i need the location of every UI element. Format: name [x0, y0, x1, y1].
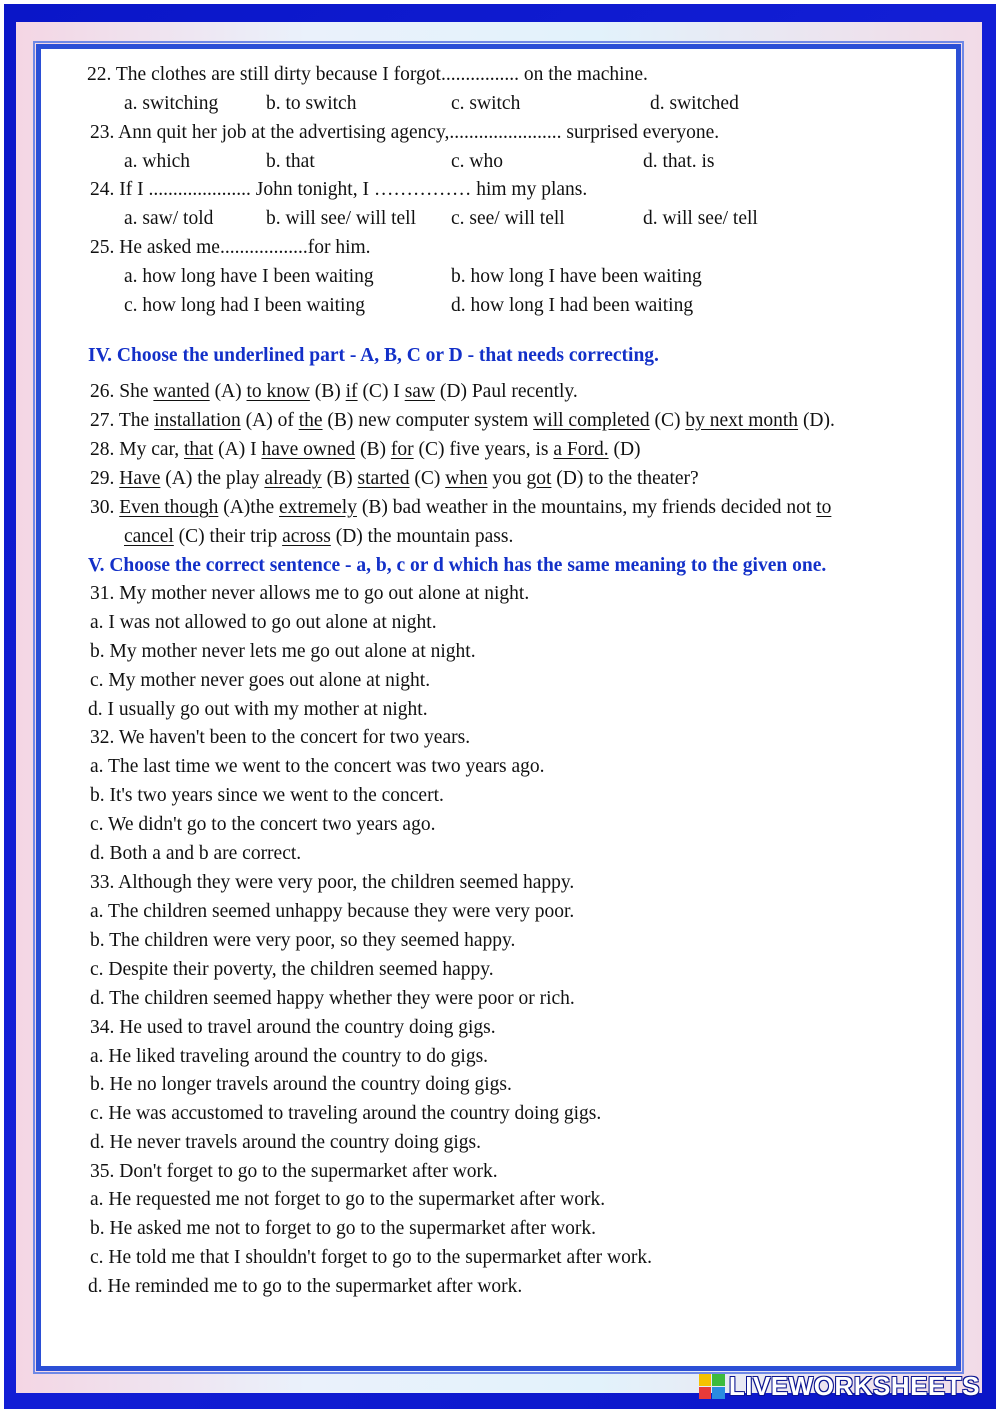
question-31-stem: 31. My mother never allows me to go out alone at night.	[90, 583, 530, 604]
q30-underline-c2: cancel	[124, 526, 174, 547]
q29-text: (B)	[321, 468, 358, 489]
q30-text: (D) the mountain pass.	[330, 526, 514, 547]
q26-underline-b: to know	[246, 381, 310, 402]
watermark-text: LIVEWORKSHEETS	[728, 1370, 980, 1401]
q27-underline-b: the	[298, 410, 323, 431]
q33-option-b: b. The children were very poor, so they seemed happy.	[90, 930, 516, 951]
q26-underline-d: saw	[404, 381, 436, 402]
q23-option-b: b. that	[266, 151, 315, 172]
q23-option-c: c. who	[451, 151, 503, 172]
q35-option-b: b. He asked me not to forget to go to the supermarket after work.	[90, 1218, 596, 1239]
q33-option-d: d. The children seemed happy whether they were poor or rich.	[90, 988, 575, 1009]
q26-underline-a: wanted	[153, 381, 210, 402]
q27-underline-c: will completed	[533, 410, 650, 431]
q25-option-d: d. how long I had been waiting	[451, 295, 694, 316]
q27-underline-d: by next month	[685, 410, 799, 431]
q29-underline-c: started	[357, 468, 410, 489]
q27-text: (D).	[798, 410, 835, 431]
q35-option-d: d. He reminded me to go to the supermarket after work.	[88, 1276, 523, 1297]
question-27	[90, 409, 835, 433]
q31-option-d: d. I usually go out with my mother at night.	[88, 699, 428, 720]
q33-option-c: c. Despite their poverty, the children seemed happy.	[90, 959, 494, 980]
question-23-stem: 23. Ann quit her job at the advertising agency,....................... surprised everyone.	[90, 122, 720, 143]
q32-option-b: b. It's two years since we went to the concert.	[90, 785, 444, 806]
question-30-line-2	[124, 525, 513, 549]
q22-option-d: d. switched	[650, 93, 739, 114]
q29-text: 29.	[90, 468, 120, 489]
q26-text: (B)	[309, 381, 346, 402]
question-24-stem: 24. If I ..................... John tonight, I …………… him my plans.	[90, 179, 588, 200]
question-33-stem: 33. Although they were very poor, the children seemed happy.	[90, 872, 575, 893]
q34-option-a: a. He liked traveling around the country to do gigs.	[90, 1046, 489, 1067]
q27-text: (B) new computer system	[322, 410, 534, 431]
question-35-stem: 35. Don't forget to go to the supermarket after work.	[90, 1161, 498, 1182]
q29-underline-b: already	[264, 468, 322, 489]
q22-option-a: a. switching	[124, 93, 219, 114]
q23-option-a: a. which	[124, 151, 191, 172]
q27-text: (A) of	[240, 410, 299, 431]
q24-option-a: a. saw/ told	[124, 208, 214, 229]
worksheet-page	[36, 44, 961, 1371]
q28-text: (D)	[608, 439, 641, 460]
question-30-line-1	[90, 496, 831, 520]
question-25-stem: 25. He asked me..................for him.	[90, 237, 371, 258]
q29-text: (C)	[409, 468, 446, 489]
q27-text: 27. The	[90, 410, 155, 431]
q35-option-a: a. He requested me not forget to go to the supermarket after work.	[90, 1189, 606, 1210]
question-29	[90, 467, 699, 491]
question-34-stem: 34. He used to travel around the country doing gigs.	[90, 1017, 496, 1038]
q32-option-d: d. Both a and b are correct.	[90, 843, 302, 864]
watermark	[699, 1371, 980, 1401]
q31-option-c: c. My mother never goes out alone at night.	[90, 670, 431, 691]
q28-text: (B)	[355, 439, 391, 460]
q27-text: (C)	[649, 410, 686, 431]
section-v-heading: V. Choose the correct sentence - a, b, c or d which has the same meaning to the given one.	[88, 555, 827, 576]
q28-underline-a: that	[184, 439, 214, 460]
q32-option-c: c. We didn't go to the concert two years ago.	[90, 814, 436, 835]
q31-option-b: b. My mother never lets me go out alone at night.	[90, 641, 476, 662]
q23-option-d: d. that. is	[643, 151, 715, 172]
question-26	[90, 380, 578, 404]
q28-text: 28. My car,	[90, 439, 184, 460]
q29-text: (D) to the theater?	[551, 468, 699, 489]
q30-underline-b: extremely	[279, 497, 357, 518]
q25-option-a: a. how long have I been waiting	[124, 266, 374, 287]
q33-option-a: a. The children seemed unhappy because they were very poor.	[90, 901, 575, 922]
q30-text: (C) their trip	[173, 526, 283, 547]
question-32-stem: 32. We haven't been to the concert for two years.	[90, 727, 471, 748]
q26-text: 26. She	[90, 381, 154, 402]
q34-option-c: c. He was accustomed to traveling around the country doing gigs.	[90, 1103, 602, 1124]
q29-underline-a: Have	[119, 468, 161, 489]
q29-text: you	[487, 468, 527, 489]
q34-option-d: d. He never travels around the country doing gigs.	[90, 1132, 481, 1153]
q24-option-d: d. will see/ tell	[643, 208, 758, 229]
q24-option-c: c. see/ will tell	[451, 208, 565, 229]
q29-underline-d1: when	[445, 468, 488, 489]
q28-text: (A) I	[213, 439, 262, 460]
q26-text: (A)	[209, 381, 247, 402]
q31-option-a: a. I was not allowed to go out alone at night.	[90, 612, 437, 633]
q26-text: (D) Paul recently.	[435, 381, 578, 402]
question-28	[90, 438, 641, 462]
q30-text: (A)the	[218, 497, 280, 518]
q22-option-c: c. switch	[451, 93, 521, 114]
q24-option-b: b. will see/ will tell	[266, 208, 417, 229]
q35-option-c: c. He told me that I shouldn't forget to go to the supermarket after work.	[90, 1247, 653, 1268]
q28-underline-c: for	[390, 439, 414, 460]
q26-text: (C) I	[357, 381, 405, 402]
question-22-stem: 22. The clothes are still dirty because I forgot................ on the machine.	[87, 64, 648, 85]
q30-text: (B) bad weather in the mountains, my friends decided not	[356, 497, 817, 518]
q30-underline-a: Even though	[119, 497, 219, 518]
q27-underline-a: installation	[154, 410, 241, 431]
q29-text: (A) the play	[160, 468, 265, 489]
q25-option-b: b. how long I have been waiting	[451, 266, 702, 287]
q30-underline-c1: to	[816, 497, 832, 518]
q34-option-b: b. He no longer travels around the country doing gigs.	[90, 1074, 512, 1095]
q29-underline-d2: got	[526, 468, 552, 489]
liveworksheets-logo-icon	[699, 1373, 725, 1399]
q25-option-c: c. how long had I been waiting	[124, 295, 365, 316]
q30-underline-d: across	[282, 526, 331, 547]
q32-option-a: a. The last time we went to the concert was two years ago.	[90, 756, 545, 777]
q28-underline-b: have owned	[261, 439, 356, 460]
q28-underline-d: a Ford.	[553, 439, 609, 460]
section-iv-heading: IV. Choose the underlined part - A, B, C or D - that needs correcting.	[88, 345, 659, 366]
q30-text: 30.	[90, 497, 120, 518]
q22-option-b: b. to switch	[266, 93, 357, 114]
q28-text: (C) five years, is	[413, 439, 554, 460]
q26-underline-c: if	[345, 381, 358, 402]
